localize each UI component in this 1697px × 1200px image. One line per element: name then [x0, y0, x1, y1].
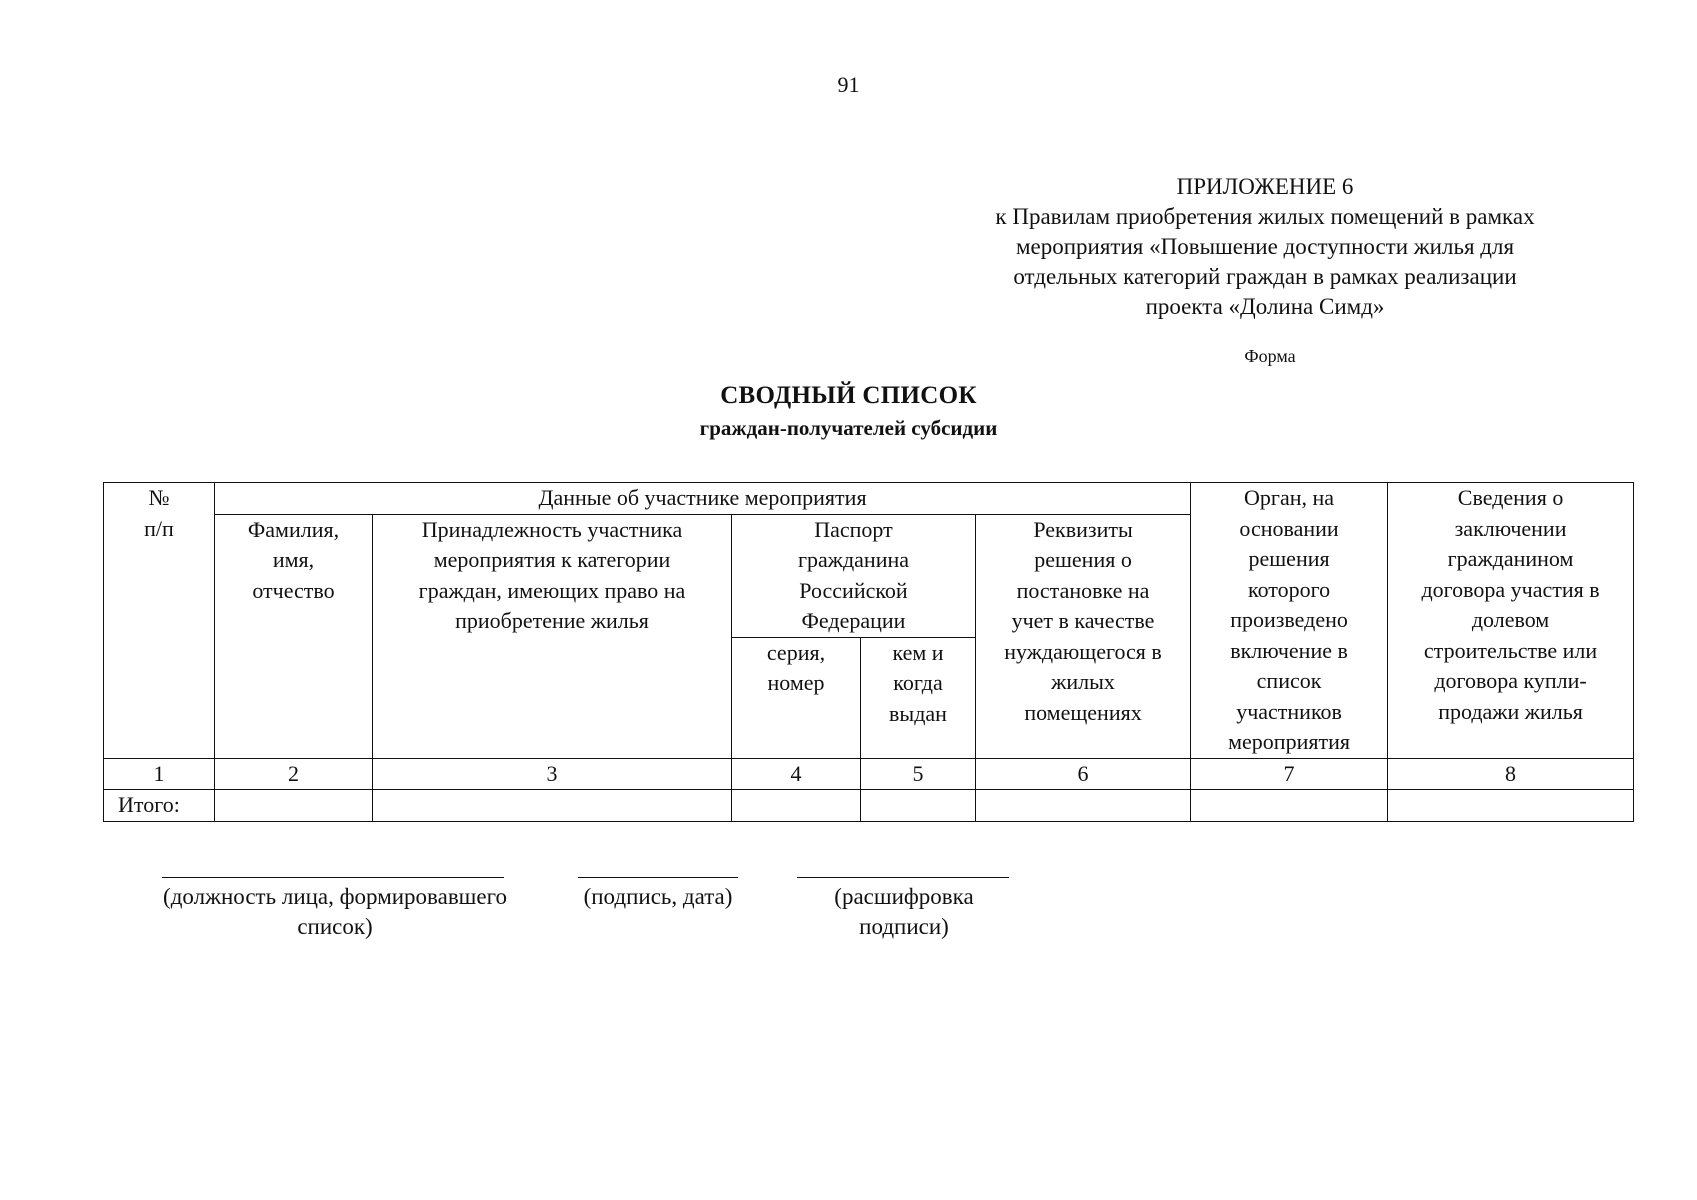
table-cell	[861, 790, 976, 822]
table-cell	[373, 790, 732, 822]
header-decision: Реквизиты решения о постановке на учет в качестве нуждающегося в жилых помещениях	[976, 514, 1191, 758]
decoding-caption: (расшифровка подписи)	[834, 884, 974, 939]
signature-decoding-line	[797, 877, 1009, 878]
signature-date-line	[578, 877, 738, 878]
form-label: Форма	[1244, 346, 1296, 366]
header-number: № п/п	[104, 483, 215, 759]
table-cell	[976, 790, 1191, 822]
column-number: 4	[732, 758, 861, 790]
signature-date-caption: (подпись, дата)	[583, 884, 733, 909]
table-cell	[215, 790, 373, 822]
column-number: 1	[104, 758, 215, 790]
header-participant-data: Данные об участнике мероприятия	[215, 483, 1191, 515]
table-cell	[1388, 790, 1634, 822]
position-caption: (должность лица, формировавшего список)	[163, 884, 507, 939]
document-subtitle: граждан-получателей субсидии	[699, 416, 998, 440]
total-row	[104, 790, 1634, 822]
appendix-line: к Правилам приобретения жилых помещений в рамках	[995, 204, 1535, 229]
appendix-line: проекта «Долина Симд»	[1145, 294, 1385, 319]
column-number: 8	[1388, 758, 1634, 790]
document-title: СВОДНЫЙ СПИСОК	[720, 382, 977, 409]
appendix-header	[940, 172, 1590, 322]
header-category: Принадлежность участника мероприятия к категории граждан, имеющих право на приобретение жилья	[373, 514, 732, 758]
total-label: Итого:	[104, 790, 215, 822]
column-number: 2	[215, 758, 373, 790]
header-authority: Орган, на основании решения которого произведено включение в список участников мероприятия	[1191, 483, 1388, 759]
column-numbers-row	[104, 758, 1634, 790]
header-series-number: серия, номер	[732, 637, 861, 758]
header-passport: Паспорт гражданина Российской Федерации	[732, 514, 976, 637]
appendix-line: отдельных категорий граждан в рамках реализации	[1013, 264, 1517, 289]
page-number: 91	[837, 72, 860, 97]
table-cell	[1191, 790, 1388, 822]
column-number: 7	[1191, 758, 1388, 790]
column-number: 5	[861, 758, 976, 790]
appendix-line: мероприятия «Повышение доступности жилья для	[1015, 234, 1515, 259]
summary-table	[103, 482, 1634, 822]
table-cell	[732, 790, 861, 822]
table-header-row	[104, 483, 1634, 515]
header-full-name: Фамилия, имя, отчество	[215, 514, 373, 758]
column-number: 3	[373, 758, 732, 790]
header-contract: Сведения о заключении гражданином договора участия в долевом строительстве или договора купли- продажи жилья	[1388, 483, 1634, 759]
position-signature-line	[162, 877, 504, 878]
appendix-title: ПРИЛОЖЕНИЕ 6	[1176, 174, 1354, 199]
header-issued-by: кем и когда выдан	[861, 637, 976, 758]
column-number: 6	[976, 758, 1191, 790]
